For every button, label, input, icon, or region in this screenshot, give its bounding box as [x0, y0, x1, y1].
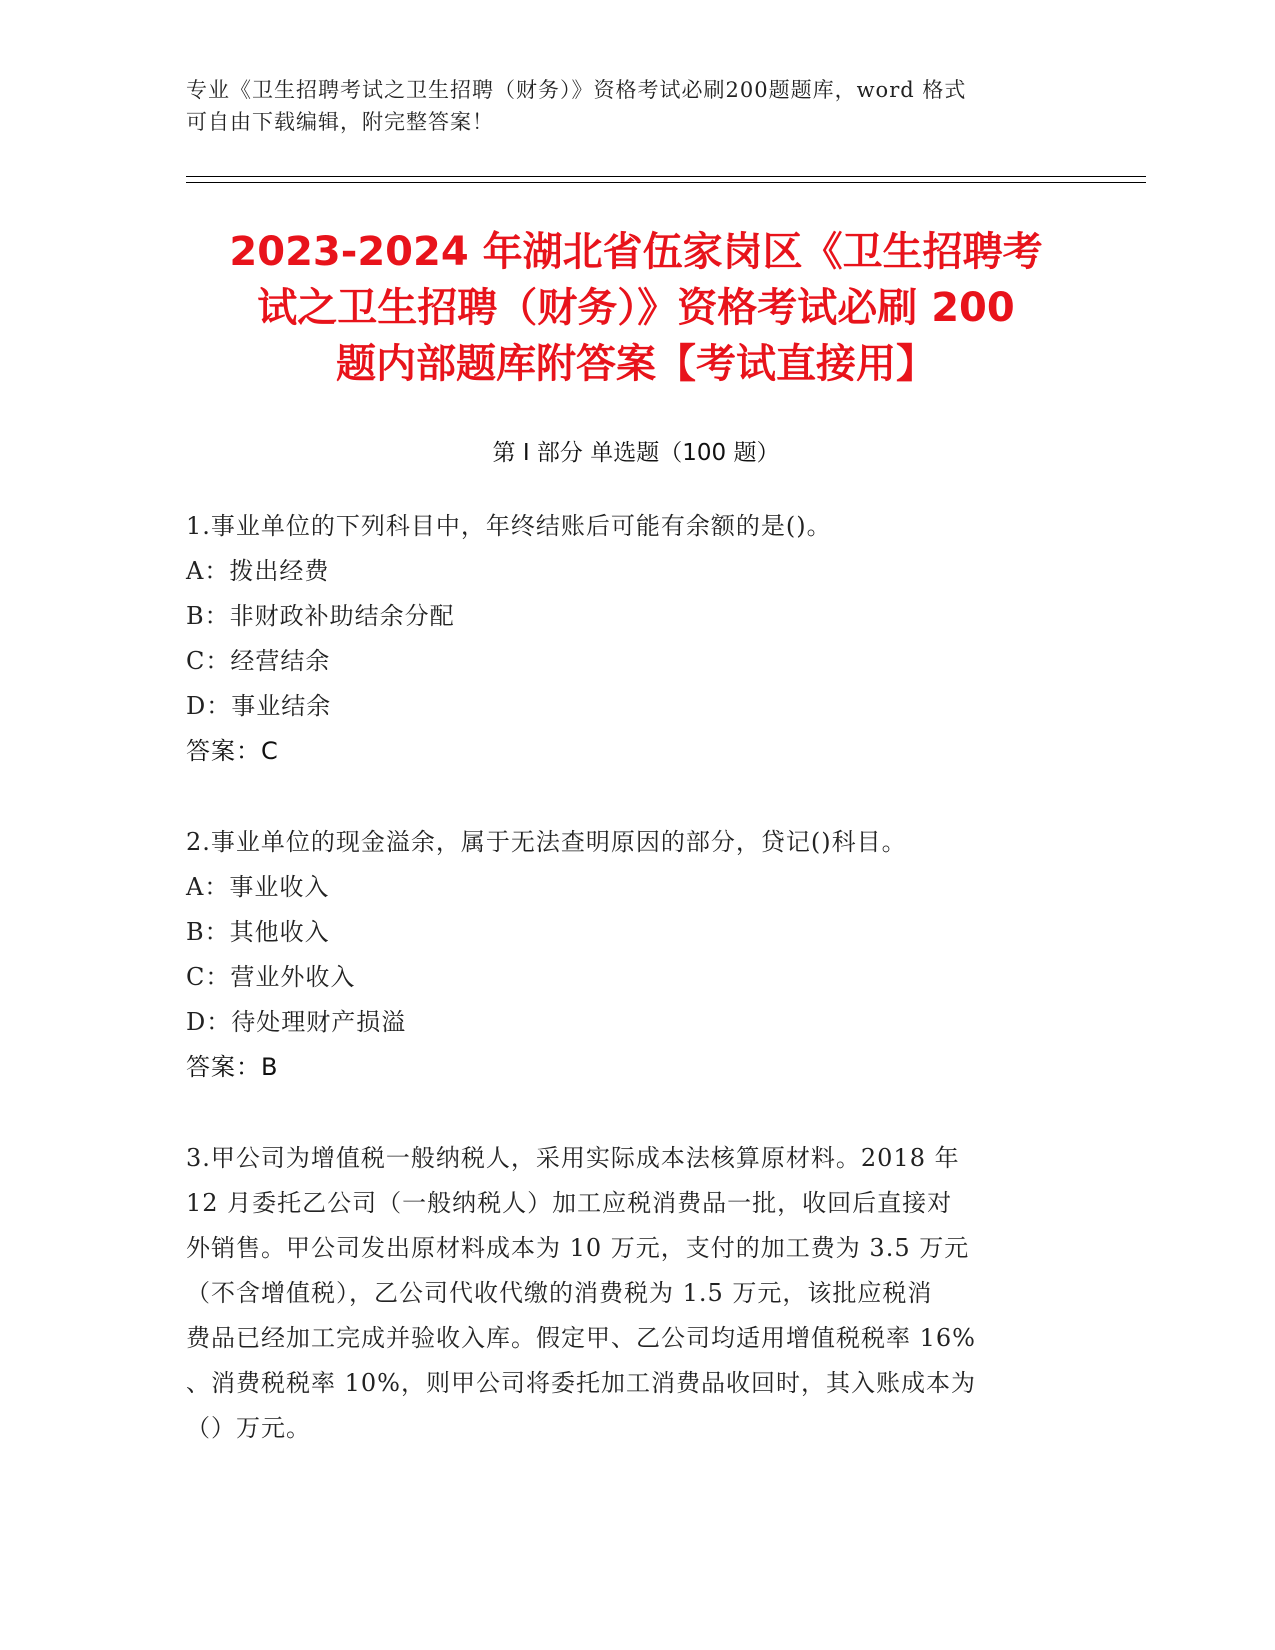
answer: 答案：C [186, 737, 279, 765]
question-stem-line: 12 月委托乙公司（一般纳税人）加工应税消费品一批，收回后直接对 [186, 1189, 953, 1217]
option-a: A：拨出经费 [186, 557, 330, 585]
option-c: C：营业外收入 [186, 963, 356, 991]
title-line: 试之卫生招聘（财务）》资格考试必刷 200 [257, 285, 1015, 331]
question-2 [186, 820, 1076, 1090]
option-d: D：事业结余 [186, 692, 332, 720]
option-c: C：经营结余 [186, 647, 331, 675]
question-stem-line: 费品已经加工完成并验收入库。假定甲、乙公司均适用增值税税率 16% [186, 1324, 976, 1352]
intro-text [186, 74, 1066, 138]
option-a: A：事业收入 [186, 873, 330, 901]
question-stem-line: 外销售。甲公司发出原材料成本为 10 万元，支付的加工费为 3.5 万元 [186, 1234, 970, 1262]
option-d: D：待处理财产损溢 [186, 1008, 407, 1036]
title-line: 2023-2024 年湖北省伍家岗区《卫生招聘考 [229, 229, 1043, 275]
intro-line: 可自由下载编辑，附完整答案！ [186, 110, 494, 134]
question-stem-line: 3.甲公司为增值税一般纳税人，采用实际成本法核算原材料。2018 年 [186, 1144, 960, 1172]
question-stem-line: （不含增值税），乙公司代收代缴的消费税为 1.5 万元，该批应税消 [186, 1279, 933, 1307]
header-divider-thin [186, 182, 1146, 183]
answer: 答案：B [186, 1053, 279, 1081]
question-stem-line: 、消费税税率 10%，则甲公司将委托加工消费品收回时，其入账成本为 [186, 1369, 976, 1397]
document-title [186, 224, 1086, 392]
question-stem-line: （）万元。 [186, 1414, 311, 1442]
intro-line: 专业《卫生招聘考试之卫生招聘（财务）》资格考试必刷200题题库，word 格式 [186, 78, 967, 102]
title-line: 题内部题库附答案【考试直接用】 [336, 341, 936, 387]
option-b: B：其他收入 [186, 918, 330, 946]
header-divider-thick [186, 176, 1146, 177]
option-b: B：非财政补助结余分配 [186, 602, 455, 630]
question-stem: 2.事业单位的现金溢余，属于无法查明原因的部分，贷记()科目。 [186, 828, 907, 856]
question-1 [186, 504, 1076, 774]
question-3 [186, 1136, 1076, 1451]
question-stem: 1.事业单位的下列科目中，年终结账后可能有余额的是()。 [186, 512, 832, 540]
section-heading: 第 I 部分 单选题（100 题） [492, 440, 780, 466]
